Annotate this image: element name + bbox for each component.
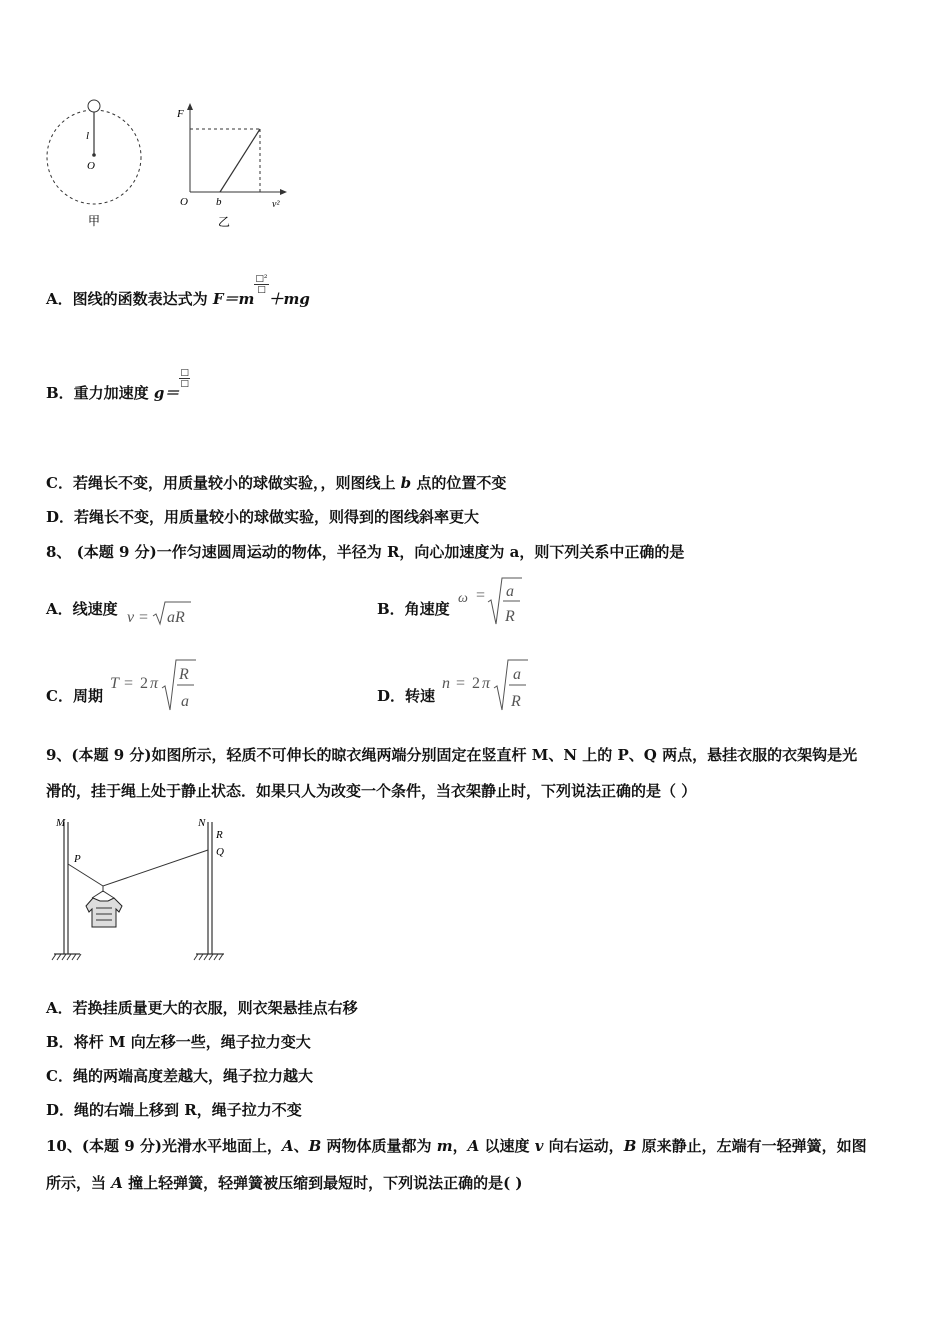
svg-text:v: v [127, 609, 135, 626]
center-label: O [87, 160, 95, 172]
clothesline-rope [68, 850, 208, 886]
svg-text:R: R [179, 666, 189, 683]
q9-stem-line2: 滑的，挂于绳上处于静止状态．如果只人为改变一个条件，当衣架静止时，下列说法正确的是（ ） [46, 782, 697, 800]
svg-text:a: a [181, 693, 189, 710]
q10-text: 两物体质量都为 [321, 1137, 437, 1155]
top-figure [40, 95, 300, 235]
center-point [92, 153, 96, 157]
yi-label: 乙 [218, 215, 231, 229]
q8-option-c-formula [108, 658, 203, 714]
q10-text: ， [452, 1137, 468, 1155]
q8-option-c [46, 685, 103, 706]
svg-text:ω: ω [458, 591, 468, 606]
q10-text: 所示，当 [46, 1174, 112, 1192]
svg-text:=: = [456, 675, 466, 692]
q10-text: 撞上轻弹簧，轻弹簧被压缩到最短时，下列说法正确的是( ) [122, 1174, 523, 1192]
q8-option-a [46, 598, 118, 619]
svg-text:π: π [150, 675, 159, 692]
q7-option-c-text: C．若绳长不变，用质量较小的球做实验，，则图线上 [46, 474, 401, 492]
figure-yi [176, 103, 287, 229]
q7-option-b-text: B．重力加速度 [46, 384, 154, 402]
graph-line [220, 129, 260, 192]
svg-text:2: 2 [472, 675, 480, 692]
svg-text:a: a [506, 583, 514, 600]
svg-text:π: π [482, 675, 491, 692]
q8-stem: 8、 (本题 9 分)一作匀速圆周运动的物体，半径为 R，向心加速度为 a，则下列关系中正确的是 [46, 543, 685, 561]
origin-label: O [180, 196, 188, 208]
fraction-denominator: □ [257, 284, 266, 295]
q8-option-d-formula [440, 658, 535, 714]
q7-option-c [46, 472, 506, 493]
q9-option-a: A．若换挂质量更大的衣服，则衣架悬挂点右移 [46, 999, 358, 1017]
svg-text:aR: aR [167, 609, 185, 626]
svg-text:R: R [505, 608, 515, 625]
q7-option-b [46, 367, 190, 405]
q8-option-d-label: D．转速 [377, 687, 436, 705]
svg-text:2: 2 [140, 675, 148, 692]
point-b-label: b [216, 196, 222, 208]
q8-option-b [377, 598, 450, 619]
q8-option-a-label: A．线速度 [46, 600, 118, 618]
q9-stem-line1: 9、(本题 9 分)如图所示，轻质不可伸长的晾衣绳两端分别固定在竖直杆 M、N 上的 P、Q 两点，悬挂衣服的衣架钩是光 [46, 746, 858, 764]
shirt-icon [86, 898, 122, 927]
svg-text:T: T [110, 675, 119, 692]
q10-stem-line1 [46, 1135, 867, 1156]
ball [88, 100, 100, 112]
rod-label: l [86, 130, 90, 142]
fraction-denominator: □ [180, 378, 189, 389]
q9-option-b: B．将杆 M 向左移一些，绳子拉力变大 [46, 1033, 311, 1051]
svg-text:R: R [511, 693, 521, 710]
q10-text: 原来静止，左端有一轻弹簧，如图 [636, 1137, 867, 1155]
y-axis-arrow [187, 103, 193, 110]
x-axis-arrow [280, 189, 287, 195]
svg-text:=: = [476, 587, 486, 604]
label-r: R [216, 829, 223, 841]
q10-var: B [623, 1137, 637, 1155]
q8-option-d [377, 685, 435, 706]
svg-text:a: a [513, 666, 521, 683]
fraction-numerator: □² [255, 273, 268, 284]
q10-var: A [467, 1137, 480, 1155]
q7-option-a-formula-left: F＝m [212, 290, 255, 308]
q8-option-b-label: B．角速度 [377, 600, 450, 618]
label-m: M [56, 817, 66, 829]
q8-option-b-formula [456, 576, 526, 628]
q9-option-d: D．绳的右端上移到 R，绳子拉力不变 [46, 1101, 302, 1119]
jia-label: 甲 [88, 214, 101, 228]
q8-option-a-formula [125, 598, 195, 628]
axis-v2-label: v² [272, 199, 280, 210]
q7-option-c-text-after: 点的位置不变 [411, 474, 507, 492]
q10-var: A [111, 1174, 123, 1192]
label-q: Q [216, 846, 224, 858]
q10-text: 、 [293, 1137, 309, 1155]
q9-option-c: C．绳的两端高度差越大，绳子拉力越大 [46, 1067, 313, 1085]
figure-jia [47, 100, 141, 228]
ground-hatch-right [194, 954, 223, 960]
q10-var: B [308, 1137, 322, 1155]
svg-text:=: = [139, 609, 149, 626]
q10-text: 以速度 [479, 1137, 535, 1155]
svg-text:n: n [442, 675, 450, 692]
q10-var: A [281, 1137, 294, 1155]
svg-text:=: = [124, 675, 134, 692]
ground-hatch-left [52, 954, 81, 960]
q7-option-d: D．若绳长不变，用质量较小的球做实验，则得到的图线斜率更大 [46, 508, 480, 526]
hanger [92, 886, 114, 898]
q10-stem-line2 [46, 1172, 523, 1193]
q7-option-a-fraction [254, 274, 268, 295]
q10-var: v [534, 1137, 544, 1155]
label-p: P [74, 853, 81, 865]
q8-option-c-label: C．周期 [46, 687, 103, 705]
q9-figure [48, 812, 238, 972]
axis-F-label: F [177, 108, 184, 120]
q7-option-a [46, 273, 310, 311]
q10-text: 向右运动， [543, 1137, 624, 1155]
q7-option-b-formula-left: g＝ [153, 384, 180, 402]
q10-var: m [436, 1137, 453, 1155]
label-n: N [198, 817, 206, 829]
q7-option-a-formula-right: ＋mg [268, 290, 310, 308]
q7-option-a-text: A．图线的函数表达式为 [46, 290, 213, 308]
fraction-numerator: □ [180, 367, 189, 378]
q7-option-b-fraction [179, 368, 190, 389]
q7-option-c-var: b [400, 474, 412, 492]
q10-text: 10、(本题 9 分)光滑水平地面上， [46, 1137, 282, 1155]
